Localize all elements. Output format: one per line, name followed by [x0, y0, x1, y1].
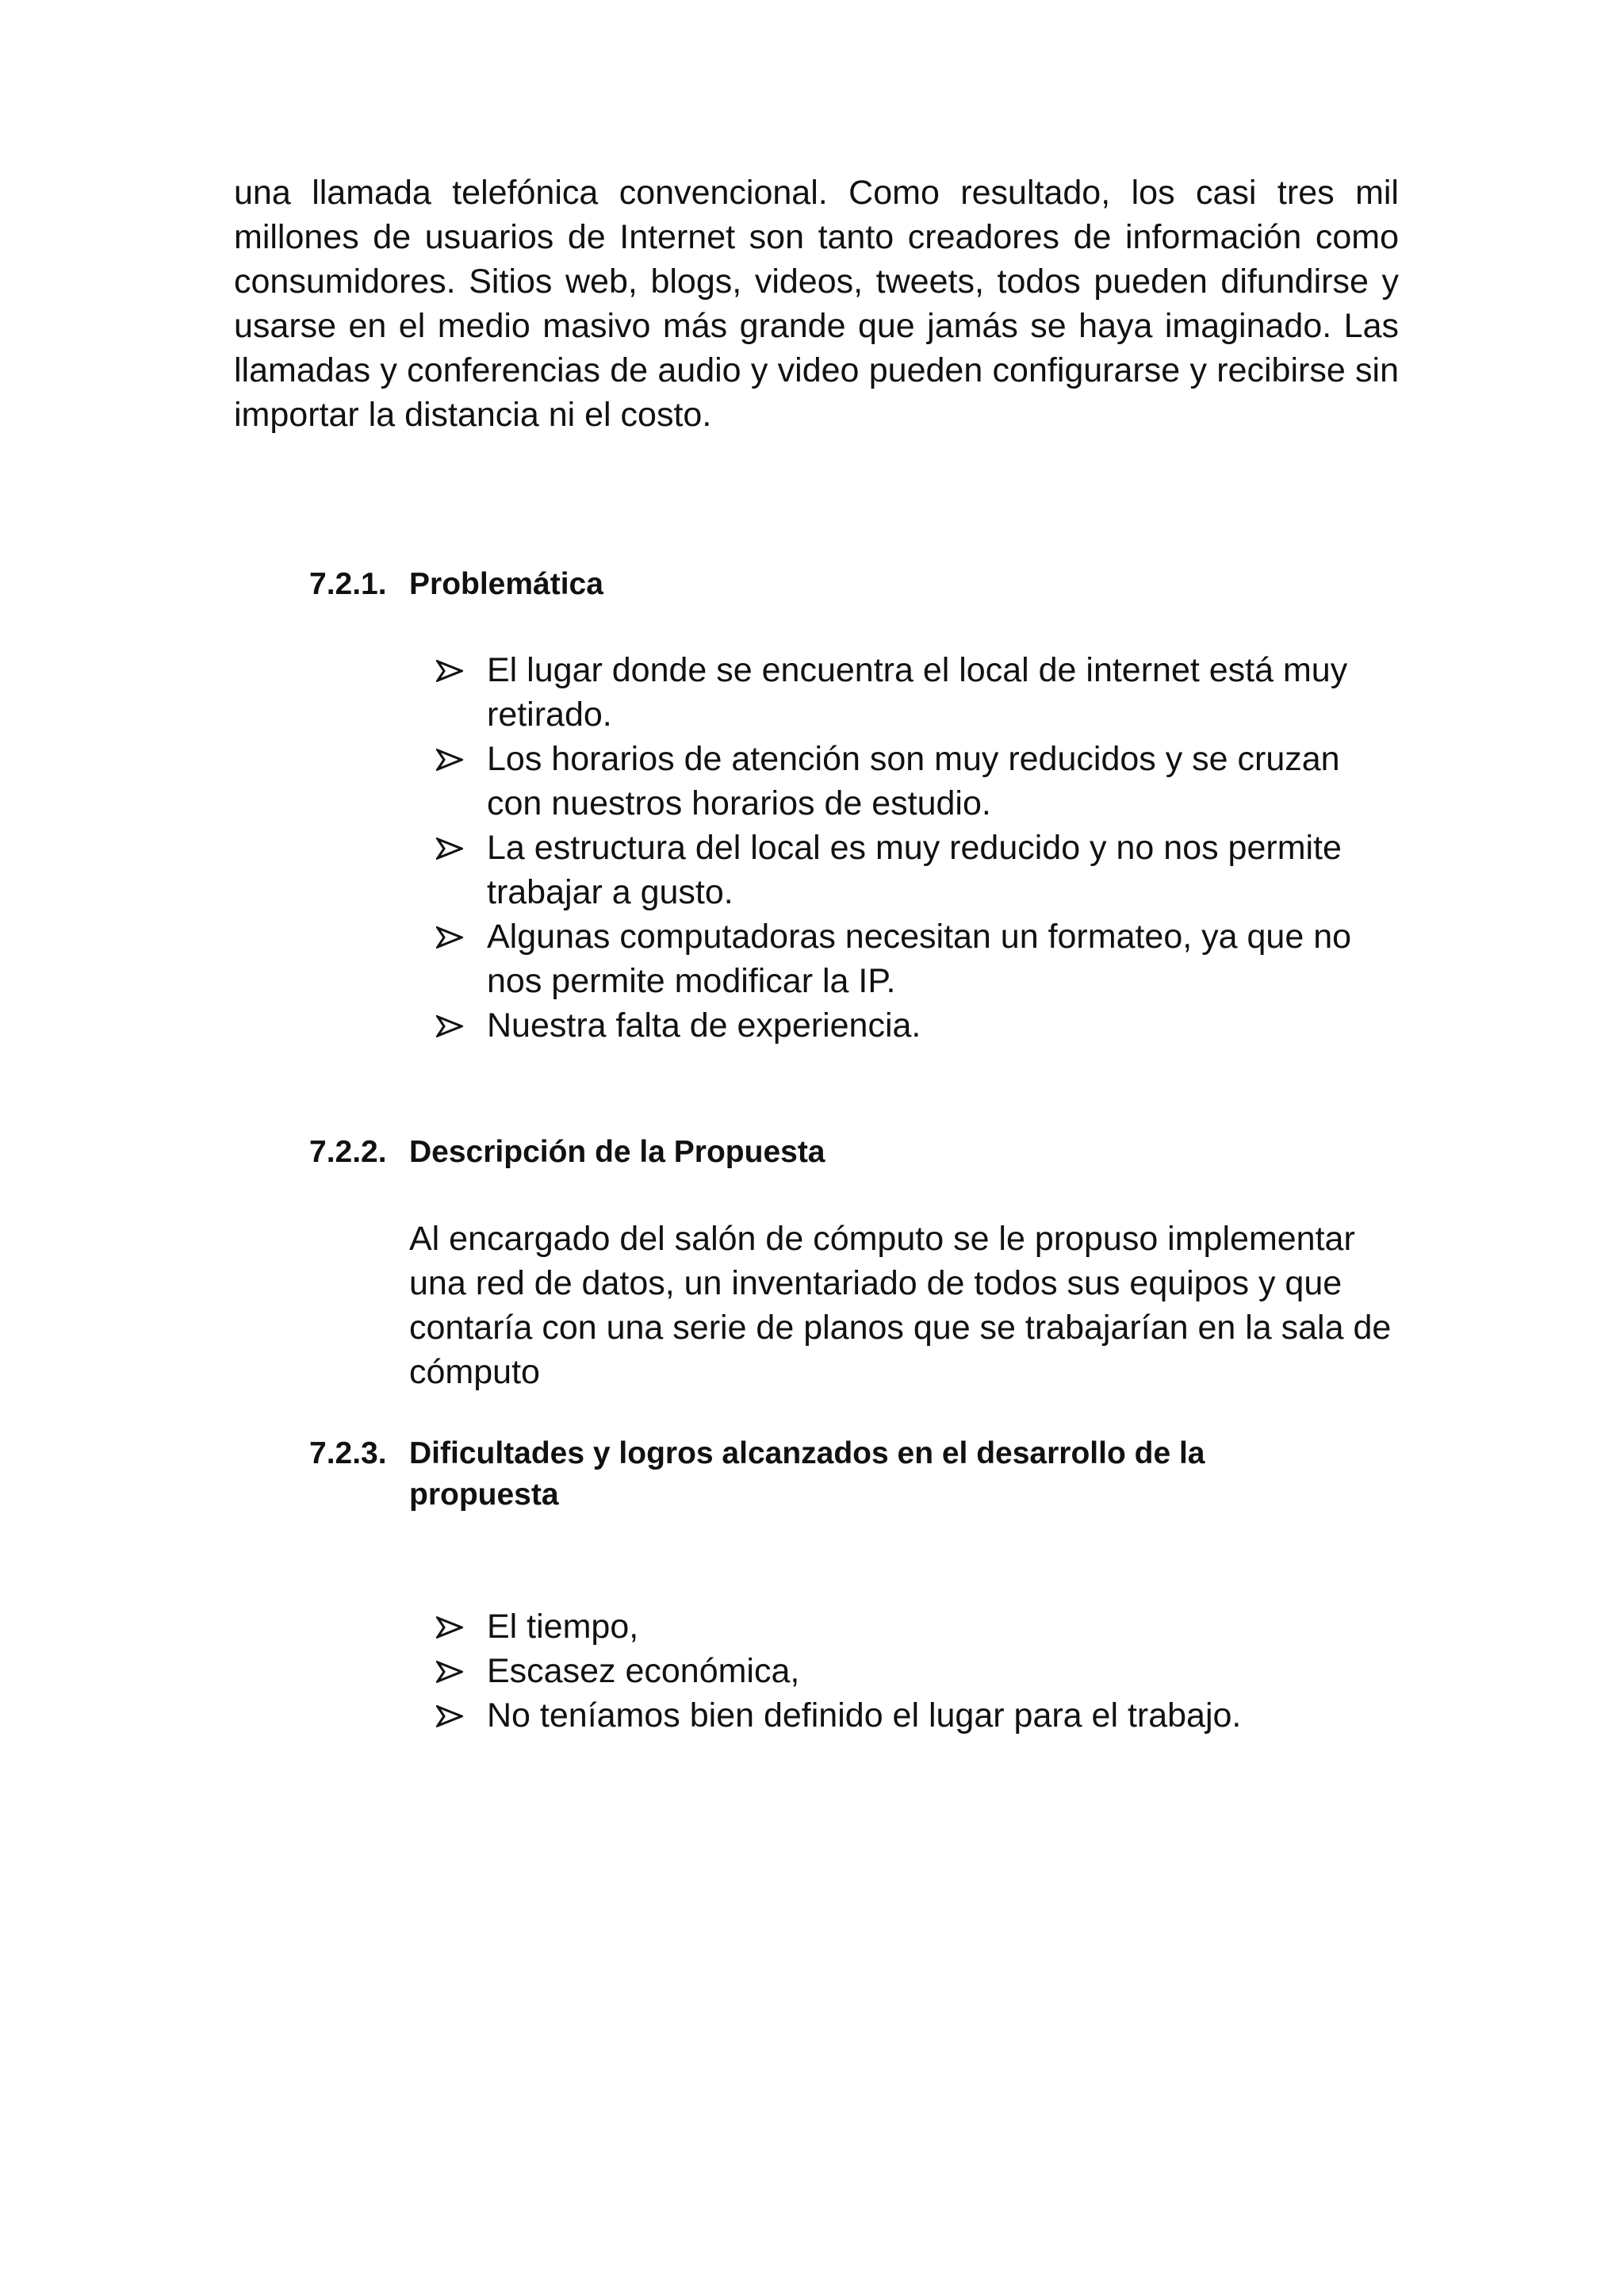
difficulties-list	[435, 1604, 1402, 1738]
problem-list	[435, 648, 1402, 1048]
section-number: 7.2.2.	[309, 1135, 387, 1169]
arrow-bullet-icon	[435, 1693, 466, 1738]
section-heading-problematica	[309, 564, 1281, 605]
list-item-text: Los horarios de atención son muy reducidos y se cruzan con nuestros horarios de estudio.	[487, 740, 1340, 822]
list-item	[435, 1003, 1402, 1048]
list-item-text: El tiempo,	[487, 1608, 639, 1646]
arrow-bullet-icon	[435, 1649, 466, 1693]
list-item-text: Escasez económica,	[487, 1652, 800, 1690]
list-item	[435, 648, 1402, 737]
section-heading-propuesta	[309, 1132, 1281, 1173]
section-number: 7.2.3.	[309, 1436, 387, 1470]
list-item	[435, 1604, 1402, 1649]
list-item	[435, 1649, 1402, 1693]
list-item-text: El lugar donde se encuentra el local de internet está muy retirado.	[487, 651, 1348, 734]
intro-paragraph: una llamada telefónica convencional. Como resultado, los casi tres mil millones de usuarios de Internet son tanto creadores de información como consumidores. Sitios web, blogs, videos, tweets, todos pueden difundirse y usarse en el medio masivo más grande que jamás se haya imaginado. Las llamadas y conferencias de audio y video pueden configurarse y recibirse sin importar la distancia ni el costo.	[234, 174, 1399, 434]
proposal-paragraph: Al encargado del salón de cómputo se le propuso implementar una red de datos, un inventariado de todos sus equipos y que contaría con una serie de planos que se trabajarían en la sala de cómputo	[409, 1220, 1392, 1391]
arrow-bullet-icon	[435, 1003, 466, 1048]
list-item-text: La estructura del local es muy reducido y no nos permite trabajar a gusto.	[487, 829, 1342, 911]
section-title: Problemática	[409, 567, 603, 601]
list-item	[435, 826, 1402, 914]
list-item-text: Nuestra falta de experiencia.	[487, 1006, 921, 1045]
arrow-bullet-icon	[435, 826, 466, 870]
list-item	[435, 914, 1402, 1003]
list-item-text: Algunas computadoras necesitan un formateo, ya que no nos permite modificar la IP.	[487, 918, 1352, 1000]
list-item	[435, 1693, 1402, 1738]
list-item-text: No teníamos bien definido el lugar para el trabajo.	[487, 1696, 1242, 1734]
section-title: Dificultades y logros alcanzados en el desarrollo de la propuesta	[409, 1436, 1205, 1512]
section-heading-dificultades	[309, 1433, 1281, 1516]
list-item	[435, 737, 1402, 826]
arrow-bullet-icon	[435, 914, 466, 959]
arrow-bullet-icon	[435, 1604, 466, 1649]
section-title: Descripción de la Propuesta	[409, 1135, 825, 1169]
section-number: 7.2.1.	[309, 567, 387, 601]
arrow-bullet-icon	[435, 737, 466, 781]
arrow-bullet-icon	[435, 648, 466, 692]
